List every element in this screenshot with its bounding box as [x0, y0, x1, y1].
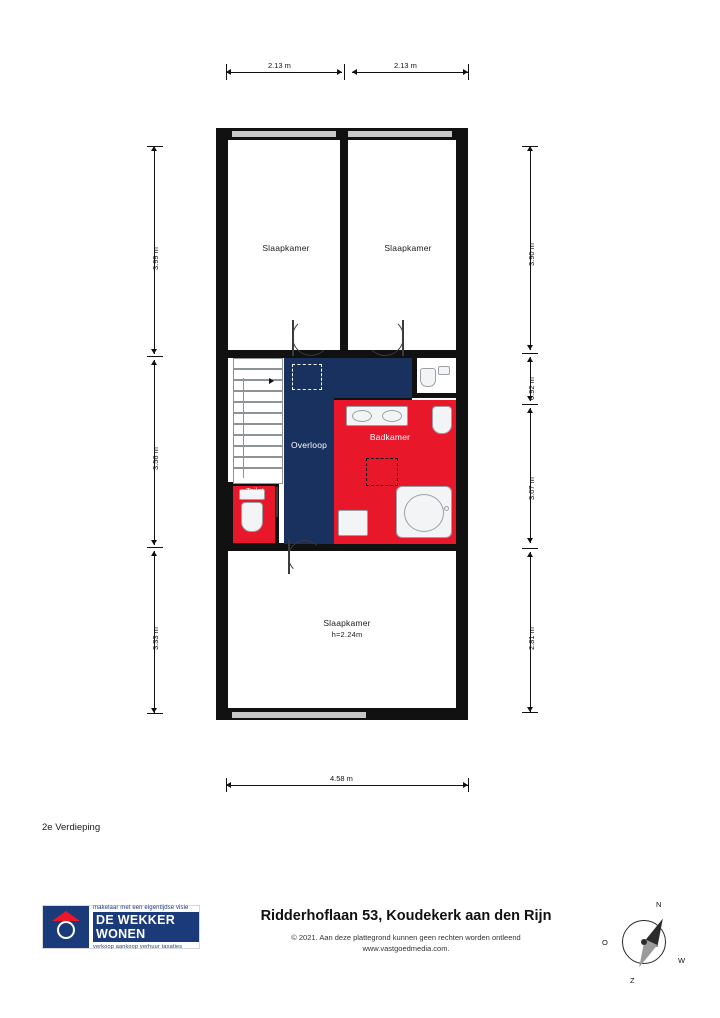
dim-right-2-arrow-up [527, 357, 533, 362]
logo-mark-icon [43, 906, 89, 948]
bathroom-toilet-fixture [432, 406, 452, 434]
wall-wc-closet-bottom [412, 393, 468, 398]
logo-name: DE WEKKER WONEN [93, 912, 199, 942]
stairwell [233, 358, 283, 484]
dim-left-2-label: 3.56 m [151, 447, 160, 470]
dim-right-tick-3 [522, 404, 538, 405]
stair-step [233, 468, 283, 484]
logo-clock-icon [57, 921, 75, 939]
compass-rose [600, 898, 688, 986]
dim-right-1-arrow-down [527, 345, 533, 350]
bathtub-inner [404, 494, 444, 532]
dim-left-1-arrow-down [151, 349, 157, 354]
wall-under-bedrooms [228, 350, 468, 358]
agency-logo [42, 905, 200, 949]
room-label-bedroom-top-left: Slaapkamer [262, 243, 310, 253]
room-label-bedroom-bottom-height: h=2.24m [331, 630, 363, 639]
dim-right-3-arrow-up [527, 408, 533, 413]
stair-direction-arrow [269, 378, 274, 384]
dim-right-tick-5 [522, 712, 538, 713]
bathroom-hatch [366, 458, 398, 486]
dim-right-3-label: 3.07 m [527, 477, 536, 500]
dim-bottom-tick-2 [468, 778, 469, 792]
compass-center-dot [641, 939, 647, 945]
dim-right-tick-1 [522, 146, 538, 147]
closet-cistern [438, 366, 450, 375]
property-address: Ridderhoflaan 53, Koudekerk aan den Rijn [260, 908, 552, 924]
door-swing-bedroom-left [292, 318, 330, 356]
dim-left-tick-2 [147, 356, 163, 357]
dim-left-1-label: 3.99 m [151, 247, 160, 270]
window-top-right [348, 131, 452, 137]
floor-caption: 2e Verdieping [42, 822, 101, 833]
dim-right-tick-2 [522, 353, 538, 354]
dim-right-3-arrow-down [527, 538, 533, 543]
stair-step [233, 457, 283, 468]
dim-bottom-tick-1 [226, 778, 227, 792]
compass-label-w: W [678, 956, 686, 965]
copyright-line-2: www.vastgoedmedia.com. [362, 944, 450, 954]
door-swing-bathroom [288, 540, 322, 574]
dim-top-2-line [352, 72, 468, 73]
dim-left-tick-4 [147, 713, 163, 714]
door-swing-bedroom-right [366, 318, 404, 356]
room-label-landing: Overloop [290, 440, 328, 450]
stair-step [233, 413, 283, 424]
washbasin-left [352, 410, 372, 422]
compass-label-z: Z [630, 976, 635, 985]
dim-right-1-label: 3.90 m [527, 243, 536, 266]
dim-bottom-line [226, 785, 468, 786]
dim-top-2-arrow-left [352, 69, 357, 75]
wall-left-exterior [216, 128, 228, 720]
dim-right-3-line [530, 408, 531, 543]
dim-right-tick-4 [522, 548, 538, 549]
compass-label-n: N [656, 900, 662, 909]
window-top-left [232, 131, 336, 137]
footer [0, 890, 720, 1018]
dim-top-tick-3 [468, 64, 469, 80]
dim-left-3-label: 3.33 m [151, 627, 160, 650]
stair-step [233, 402, 283, 413]
dim-bottom-label: 4.58 m [330, 774, 353, 783]
dim-left-2-arrow-down [151, 540, 157, 545]
logo-text-block [89, 906, 199, 948]
stair-step [233, 358, 283, 369]
wall-right-exterior [456, 128, 468, 720]
bathtub-drain [444, 506, 449, 511]
room-label-bedroom-bottom-name: Slaapkamer [323, 618, 371, 628]
logo-tagline-top: makelaar met een eigentijdse visie [93, 904, 189, 911]
dim-right-2-label: 0.92 m [527, 377, 536, 400]
closet-wc-fixture [420, 368, 436, 387]
dim-top-1-arrow-right [337, 69, 342, 75]
room-label-bedroom-top-right: Slaapkamer [384, 243, 432, 253]
dim-right-4-arrow-up [527, 552, 533, 557]
landing-hatch [292, 364, 322, 390]
wall-between-bedrooms [340, 128, 348, 356]
stair-step [233, 369, 283, 380]
washbasin-right [382, 410, 402, 422]
dim-top-1-line [226, 72, 342, 73]
room-label-bathroom: Badkamer [369, 432, 411, 442]
door-leaf-bedroom-right [402, 320, 404, 356]
toilet-bowl [241, 502, 263, 532]
room-label-bedroom-bottom [297, 618, 397, 639]
dim-left-tick-3 [147, 547, 163, 548]
dim-top-2-label: 2.13 m [394, 61, 417, 70]
dim-right-4-label: 2.81 m [527, 627, 536, 650]
dim-left-tick-1 [147, 146, 163, 147]
compass-label-o: O [602, 938, 608, 947]
stair-step [233, 424, 283, 435]
room-label-toilet: Toilet [246, 488, 264, 495]
wall-under-bathroom [228, 543, 468, 551]
door-leaf-bathroom [288, 540, 290, 574]
stair-stringer [243, 378, 244, 478]
door-leaf-bedroom-left [292, 320, 294, 356]
copyright-notice [216, 932, 596, 955]
shower-tray [338, 510, 368, 536]
stair-step [233, 380, 283, 391]
logo-tagline-bottom: verkoop aankoop verhuur taxaties [93, 943, 183, 950]
logo-roof-icon [52, 911, 80, 921]
dim-left-2-arrow-up [151, 360, 157, 365]
door-leaf-toilet [276, 487, 278, 517]
dim-top-tick-2 [344, 64, 345, 80]
stair-step [233, 391, 283, 402]
dim-top-1-label: 2.13 m [268, 61, 291, 70]
window-bottom [232, 712, 366, 718]
copyright-line-1: © 2021. Aan deze plattegrond kunnen geen rechten worden ontleend [291, 933, 521, 942]
dim-top-tick-1 [226, 64, 227, 80]
dim-left-3-arrow-up [151, 551, 157, 556]
